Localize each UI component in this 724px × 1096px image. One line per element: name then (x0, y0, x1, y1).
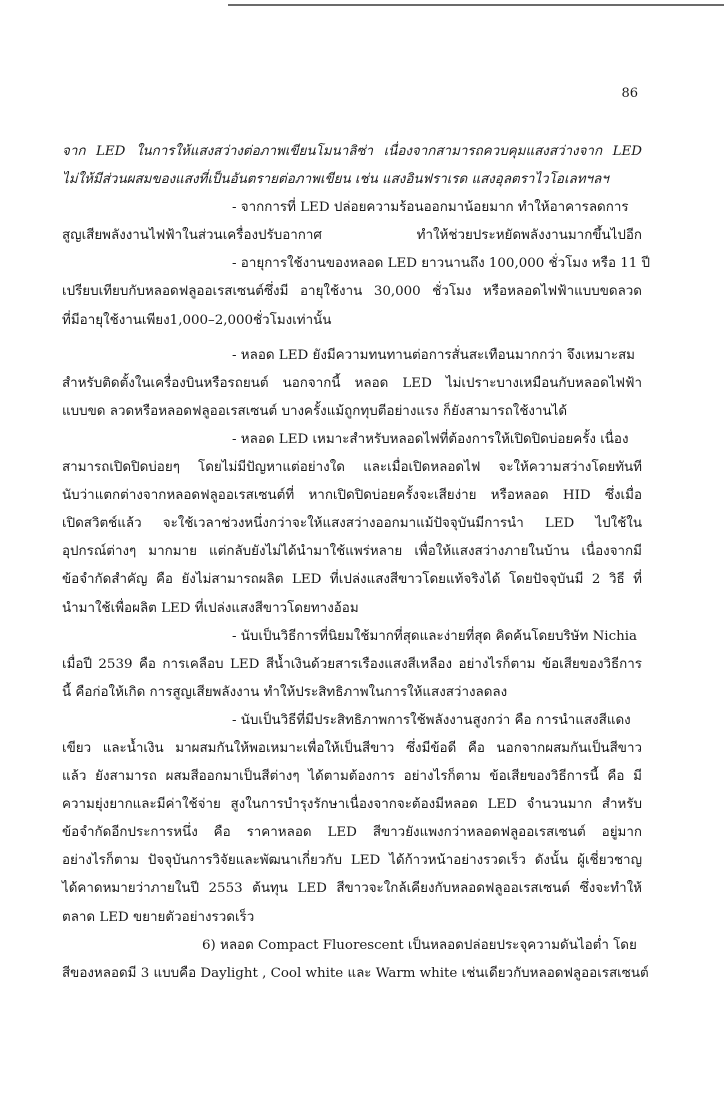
text-line: - อายุการใช้งานของหลอด LED ยาวนานถึง 100,000 ชั่วโมง หรือ 11 ปี (232, 256, 651, 272)
text-line: แบบขด ลวดหรือหลอดฟลูออเรสเซนต์ บางครั้งแม้ถูกทุบตีอย่างแรง ก็ยังสามารถใช้งานได้ (62, 403, 568, 419)
text-line: นับว่าแตกต่างจากหลอดฟลูออเรสเซนต์ที่ หากเปิดปิดบ่อยครั้งจะเสียง่าย หรือหลอด HID ซึ่งเมื่อ (62, 488, 642, 504)
text-line: ข้อจำกัดสำคัญ คือ ยังไม่สามารถผลิต LED ที่เปล่งแสงสีขาวโดยแท้จริงได้ โดยปัจจุบันมี 2 วิธี ที่ (62, 572, 642, 588)
text-line: อย่างไรก็ตาม ปัจจุบันการวิจัยและพัฒนาเกี่ยวกับ LED ได้ก้าวหน้าอย่างรวดเร็ว ดังนั้น ผู้เชี่ยวชาญ (62, 853, 642, 869)
text-line: - หลอด LED เหมาะสำหรับหลอดไฟที่ต้องการให้เปิดปิดบ่อยครั้ง เนื่อง (232, 431, 629, 447)
text-line: สามารถเปิดปิดบ่อยๆ โดยไม่มีปัญหาแต่อย่างใด และเมื่อเปิดหลอดไฟ จะให้ความสว่างโดยทันที (62, 460, 642, 476)
text-line: - หลอด LED ยังมีความทนทานต่อการสั่นสะเทือนมากกว่า จึงเหมาะสม (232, 347, 636, 363)
text-line: เปรียบเทียบกับหลอดฟลูออเรสเซนต์ซึ่งมี อายุใช้งาน 30,000 ชั่วโมง หรือหลอดไฟฟ้าแบบขดลวด (62, 284, 642, 300)
text-line: ได้คาดหมายว่าภายในปี 2553 ต้นทุน LED สีขาวจะใกล้เคียงกับหลอดฟลูออเรสเซนต์ ซึ่งจะทำให้ (62, 881, 642, 897)
text-line: สีของหลอดมี 3 แบบคือ Daylight , Cool white และ Warm white เช่นเดียวกับหลอดฟลูออเรสเซนต์ (62, 965, 649, 981)
text-line: ตลาด LED ขยายตัวอย่างรวดเร็ว (62, 909, 255, 925)
text-line: - นับเป็นวิธีที่มีประสิทธิภาพการใช้พลังงานสูงกว่า คือ การนำแสงสีแดง (232, 712, 631, 728)
paragraph-gap (62, 335, 642, 342)
text-line: แล้ว ยังสามารถ ผสมสีออกมาเป็นสีต่างๆ ได้ตามต้องการ อย่างไรก็ตาม ข้อเสียของวิธีการนี้ คือ มี (62, 769, 642, 785)
top-rule (228, 4, 724, 6)
text-line: สำหรับติดตั้งในเครื่องบินหรือรถยนต์ นอกจากนี้ หลอด LED ไม่เปราะบางเหมือนกับหลอดไฟฟ้า (62, 375, 642, 391)
text-line: - จากการที่ LED ปล่อยความร้อนออกมาน้อยมาก ทำให้อาคารลดการ (232, 200, 629, 216)
text-line: ความยุ่งยากและมีค่าใช้จ่าย สูงในการบำรุงรักษาเนื่องจากจะต้องมีหลอด LED จำนวนมาก สำหรับ (62, 797, 642, 813)
text-line: 6) หลอด Compact Fluorescent เป็นหลอดปล่อยประจุความดันไอต่ำ โดย (202, 937, 637, 953)
text-line: สูญเสียพลังงานไฟฟ้าในส่วนเครื่องปรับอากาศ ทำให้ช่วยประหยัดพลังงานมากขึ้นไปอีก (62, 228, 642, 244)
text-line: ที่มีอายุใช้งานเพียง1,000–2,000ชั่วโมงเท่านั้น (62, 312, 332, 328)
text-line: เปิดสวิตช์แล้ว จะใช้เวลาช่วงหนึ่งกว่าจะให้แสงสว่างออกมาแม้ปัจจุบันมีการนำ LED ไปใช้ใน (62, 516, 642, 532)
text-line: ข้อจำกัดอีกประการหนึ่ง คือ ราคาหลอด LED สีขาวยังแพงกว่าหลอดฟลูออเรสเซนต์ อยู่มาก (62, 825, 642, 841)
text-line: ไม่ให้มีส่วนผสมของแสงที่เป็นอันตรายต่อภาพเขียน เช่น แสงอินฟราเรด แสงอุลตราไวโอเลทฯลฯ (62, 172, 609, 188)
text-line: - นับเป็นวิธีการที่นิยมใช้มากที่สุดและง่ายที่สุด คิดค้นโดยบริษัท Nichia (232, 628, 637, 644)
text-line: นี้ คือก่อให้เกิด การสูญเสียพลังงาน ทำให้ประสิทธิภาพในการให้แสงสว่างลดลง (62, 684, 508, 700)
text-line: เขียว และน้ำเงิน มาผสมกันให้พอเหมาะเพื่อให้เป็นสีขาว ซึ่งมีข้อดี คือ นอกจากผสมกันเป็นสีขาว (62, 740, 642, 756)
text-line: เมื่อปี 2539 คือ การเคลือบ LED สีน้ำเงินด้วยสารเรืองแสงสีเหลือง อย่างไรก็ตาม ข้อเสียของวิธีการ (62, 656, 642, 672)
text-line: นำมาใช้เพื่อผลิต LED ที่เปล่งแสงสีขาวโดยทางอ้อม (62, 600, 359, 616)
page-number: 86 (621, 86, 638, 101)
text-line: อุปกรณ์ต่างๆ มากมาย แต่กลับยังไม่ได้นำมาใช้แพร่หลาย เพื่อให้แสงสว่างภายในบ้าน เนื่องจากมี (62, 544, 642, 560)
text-line: จาก LED ในการให้แสงสว่างต่อภาพเขียนโมนาลิซ่า เนื่องจากสามารถควบคุมแสงสว่างจาก LED (62, 144, 642, 159)
body-text (62, 138, 651, 988)
